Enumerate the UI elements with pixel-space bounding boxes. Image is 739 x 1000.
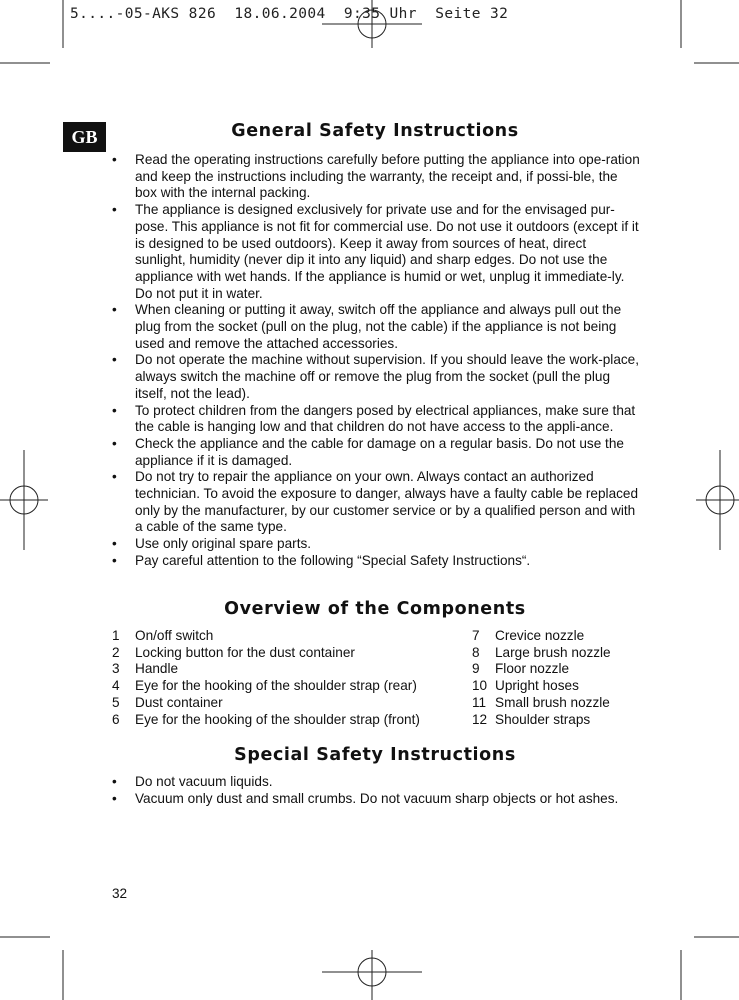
component-item: 9 Floor nozzle [472, 661, 570, 677]
list-item: • Check the appliance and the cable for damage on a regular basis. Do not use the appliance if it is damaged. [112, 435, 624, 468]
component-item: 10 Upright hoses [472, 678, 579, 694]
bullet-icon: • [112, 352, 117, 368]
list-item: • Do not vacuum liquids. [112, 774, 273, 789]
print-slug-line: 5....-05-AKS 826 18.06.2004 9:35 Uhr Seite 32 [70, 6, 509, 22]
special-safety-list [110, 774, 640, 807]
bullet-icon: • [112, 774, 117, 789]
list-item: • Do not operate the machine without supervision. If you should leave the work-place, always switch the machine off or remove the plug from the socket (pull the plug itself, not the lead). [112, 352, 640, 401]
registration-mark-top [322, 0, 422, 48]
list-item: • Do not try to repair the appliance on your own. Always contact an authorized technician. To avoid the exposure to danger, always have a faulty cable be replaced only by the manufacturer, by our customer service or by a qualified person and with a cable of the same type. [112, 469, 639, 535]
component-item: 8 Large brush nozzle [472, 644, 611, 660]
registration-mark-left [0, 450, 48, 550]
bullet-icon: • [112, 402, 117, 418]
bullet-icon: • [112, 302, 117, 318]
components-column-right [472, 628, 642, 728]
list-item: • The appliance is designed exclusively for private use and for the envisaged pur-pose. This appliance is not fit for commercial use. Do not use it outdoors (except if it is designed to be used outdoors). Keep it away from sources of heat, direct sunlight, humidity (never dip it into any liquid) and sharp edges. Do not use the appliance with wet hands. If the appliance is humid or wet, unplug it immediate-ly. Do not put it in water. [112, 202, 639, 301]
registration-mark-right [696, 450, 739, 550]
component-item: 5 Dust container [112, 694, 223, 710]
list-item: • When cleaning or putting it away, switch off the appliance and always pull out the plug from the socket (pull on the plug, not the cable) if the appliance is not being used and remove the attached accessories. [112, 302, 622, 351]
general-safety-list [110, 152, 640, 570]
page-number: 32 [112, 886, 128, 901]
registration-mark-bottom [322, 950, 422, 1000]
list-item: • To protect children from the dangers posed by electrical appliances, make sure that the cable is hanging low and that children do not have access to the appli-ance. [112, 402, 636, 435]
bullet-icon: • [112, 536, 117, 552]
language-tab: GB [63, 122, 106, 152]
components-heading: Overview of the Components [224, 599, 526, 619]
list-item: • Vacuum only dust and small crumbs. Do not vacuum sharp objects or hot ashes. [112, 790, 619, 806]
bullet-icon: • [112, 202, 117, 218]
bullet-icon: • [112, 435, 117, 451]
bullet-icon: • [112, 552, 117, 568]
general-safety-heading: General Safety Instructions [231, 121, 519, 141]
components-column-left [112, 628, 462, 728]
list-item: • Read the operating instructions carefully before putting the appliance into ope-ration and keep the instructions including the warranty, the receipt and, if possi-ble, the box with the internal packing. [112, 152, 640, 201]
component-item: 1 On/off switch [112, 628, 214, 643]
special-safety-heading: Special Safety Instructions [234, 745, 516, 765]
component-item: 4 Eye for the hooking of the shoulder strap (rear) [112, 678, 417, 694]
component-item: 2 Locking button for the dust container [112, 644, 355, 660]
component-item: 11 Small brush nozzle [472, 694, 610, 710]
component-item: 12 Shoulder straps [472, 711, 591, 727]
component-item: 7 Crevice nozzle [472, 628, 585, 643]
bullet-icon: • [112, 152, 117, 167]
bullet-icon: • [112, 469, 117, 485]
component-item: 3 Handle [112, 661, 179, 677]
list-item: • Use only original spare parts. [112, 536, 312, 552]
list-item: • Pay careful attention to the following “Special Safety Instructions“. [112, 552, 531, 568]
component-item: 6 Eye for the hooking of the shoulder strap (front) [112, 711, 420, 727]
bullet-icon: • [112, 790, 117, 806]
